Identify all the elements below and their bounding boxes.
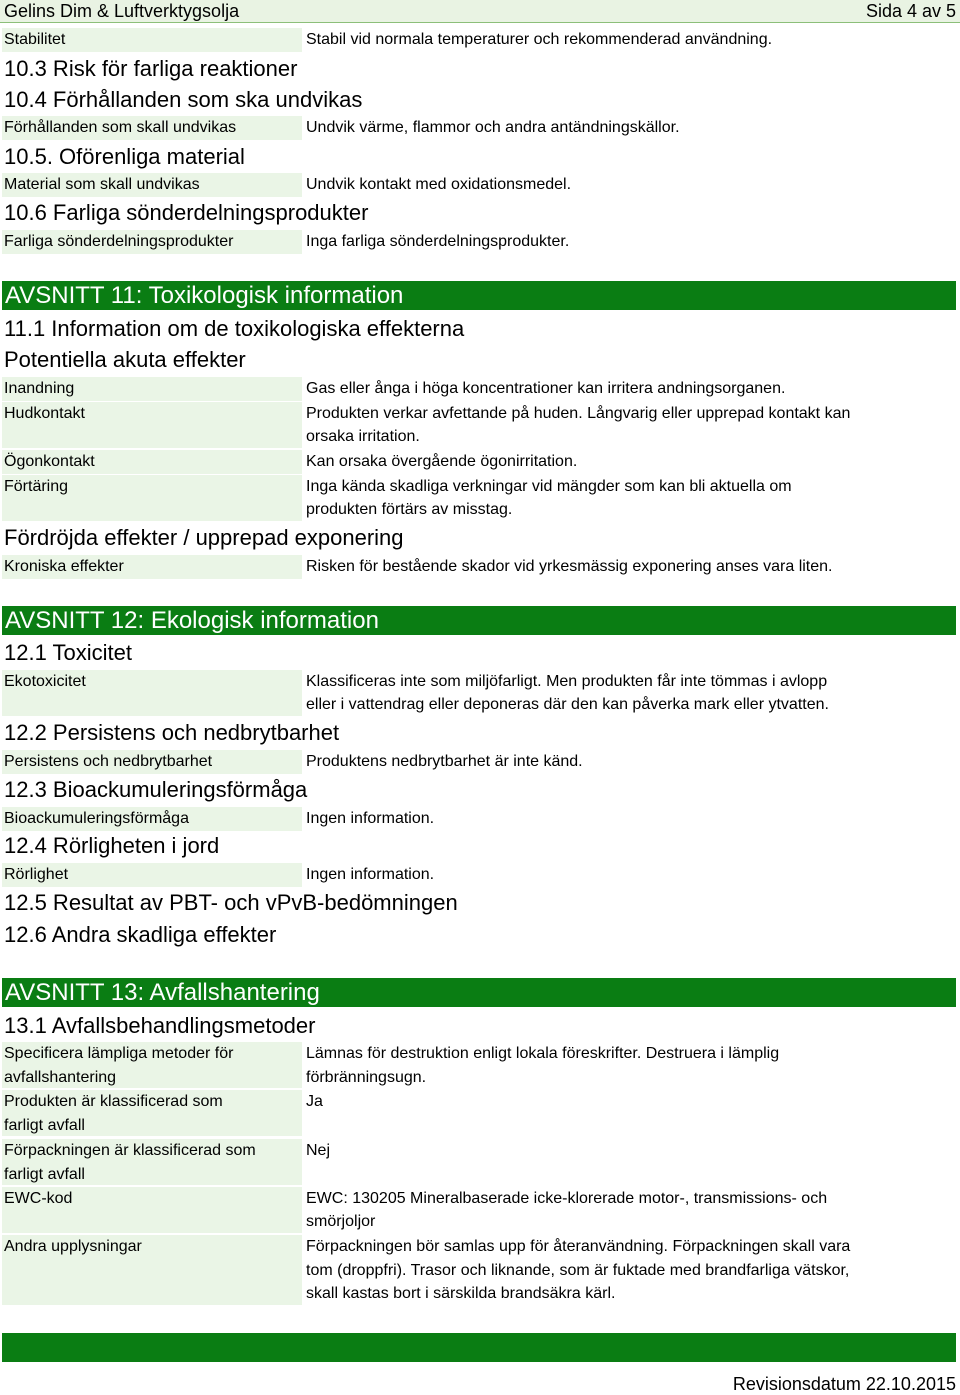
materials-value: Undvik kontakt med oxidationsmedel. — [306, 176, 572, 193]
materials-label: Material som skall undvikas — [2, 173, 302, 197]
ecotoxicity-label: Ekotoxicitet — [2, 670, 302, 716]
eye-contact-value: Kan orsaka övergående ögonirritation. — [306, 453, 578, 470]
chronic-effects-value: Risken för bestående skador vid yrkesmässig exponering anses vara liten. — [306, 558, 833, 575]
packaging-hazardous-label-1: Förpackningen är klassificerad som — [4, 1142, 256, 1159]
heading-12-2: 12.2 Persistens och nedbrytbarhet — [4, 720, 340, 745]
disposal-method-label-2: avfallshantering — [4, 1069, 117, 1086]
heading-12-3: 12.3 Bioackumuleringsförmåga — [4, 777, 308, 802]
product-hazardous-label-1: Produkten är klassificerad som — [4, 1093, 223, 1110]
decomposition-label: Farliga sönderdelningsprodukter — [2, 230, 302, 254]
ecotoxicity-value-1: Klassificeras inte som miljöfarligt. Men produkten får inte tömmas i avlopp — [306, 673, 828, 690]
other-info-value-1: Förpackningen bör samlas upp för återanvändning. Förpackningen skall vara — [306, 1238, 851, 1255]
packaging-hazardous-label-2: farligt avfall — [4, 1166, 85, 1183]
disposal-method-label — [2, 1042, 302, 1088]
chronic-effects-label: Kroniska effekter — [2, 555, 302, 579]
product-hazardous-label-2: farligt avfall — [4, 1117, 85, 1134]
section-13-title: AVSNITT 13: Avfallshantering — [2, 978, 956, 1007]
ingestion-value-2: produkten förtärs av misstag. — [306, 501, 513, 518]
heading-13-1: 13.1 Avfallsbehandlingsmetoder — [4, 1013, 316, 1038]
decomposition-value: Inga farliga sönderdelningsprodukter. — [306, 233, 570, 250]
heading-10-3: 10.3 Risk för farliga reaktioner — [4, 56, 298, 81]
ingestion-label: Förtäring — [2, 475, 302, 521]
skin-contact-label: Hudkontakt — [2, 402, 302, 448]
mobility-value: Ingen information. — [306, 866, 435, 883]
ewc-code-value-1: EWC: 130205 Mineralbaserade icke-klorerade motor-, transmissions- och — [306, 1190, 828, 1207]
product-hazardous-value: Ja — [306, 1093, 323, 1110]
page-header — [0, 0, 960, 23]
packaging-hazardous-value: Nej — [306, 1142, 331, 1159]
skin-contact-value-1: Produkten verkar avfettande på huden. Långvarig eller upprepad kontakt kan — [306, 405, 851, 422]
inhalation-label: Inandning — [2, 377, 302, 401]
skin-contact-value-2: orsaka irritation. — [306, 428, 420, 445]
heading-10-5: 10.5. Oförenliga material — [4, 144, 245, 169]
page-number: Sida 4 av 5 — [865, 1, 956, 21]
section-11-title: AVSNITT 11: Toxikologisk information — [2, 281, 956, 310]
disposal-method-value-2: förbränningsugn. — [306, 1069, 427, 1086]
eye-contact-label: Ögonkontakt — [2, 450, 302, 474]
packaging-hazardous-label — [2, 1139, 302, 1185]
heading-12-4: 12.4 Rörligheten i jord — [4, 833, 220, 858]
heading-10-4: 10.4 Förhållanden som ska undvikas — [4, 87, 363, 112]
disposal-method-label-1: Specificera lämpliga metoder för — [4, 1045, 234, 1062]
heading-12-6: 12.6 Andra skadliga effekter — [4, 922, 277, 947]
other-info-value-3: skall kastas bort i särskilda brandsäkra kärl. — [306, 1285, 616, 1302]
conditions-value: Undvik värme, flammor och andra antändningskällor. — [306, 119, 680, 136]
persistence-value: Produktens nedbrytbarhet är inte känd. — [306, 753, 583, 770]
other-info-value-2: tom (droppfri). Trasor och liknande, som är fuktade med brandfarliga vätskor, — [306, 1262, 850, 1279]
heading-12-1: 12.1 Toxicitet — [4, 640, 133, 665]
stability-label: Stabilitet — [2, 28, 302, 52]
footer-bar — [2, 1333, 956, 1362]
heading-acute-effects: Potentiella akuta effekter — [4, 347, 246, 372]
other-info-label: Andra upplysningar — [2, 1235, 302, 1305]
persistence-label: Persistens och nedbrytbarhet — [2, 750, 302, 774]
heading-12-5: 12.5 Resultat av PBT- och vPvB-bedömningen — [4, 890, 458, 915]
stability-value: Stabil vid normala temperaturer och rekommenderad användning. — [306, 31, 773, 48]
ecotoxicity-value-2: eller i vattendrag eller deponeras där den kan påverka mark eller ytvatten. — [306, 696, 829, 713]
product-hazardous-label — [2, 1090, 302, 1136]
heading-11-1: 11.1 Information om de toxikologiska effekterna — [4, 316, 465, 341]
ewc-code-label: EWC-kod — [2, 1187, 302, 1233]
inhalation-value: Gas eller ånga i höga koncentrationer kan irritera andningsorganen. — [306, 380, 786, 397]
revision-date: Revisionsdatum 22.10.2015 — [732, 1374, 956, 1394]
company-name: Gelins Dim & Luftverktygsolja — [4, 1, 240, 21]
bioaccumulation-label: Bioackumuleringsförmåga — [2, 807, 302, 831]
ingestion-value-1: Inga kända skadliga verkningar vid mängder som kan bli aktuella om — [306, 478, 792, 495]
heading-10-6: 10.6 Farliga sönderdelningsprodukter — [4, 200, 369, 225]
ewc-code-value-2: smörjoljor — [306, 1213, 376, 1230]
conditions-label: Förhållanden som skall undvikas — [2, 116, 302, 140]
disposal-method-value-1: Lämnas för destruktion enligt lokala föreskrifter. Destruera i lämplig — [306, 1045, 780, 1062]
mobility-label: Rörlighet — [2, 863, 302, 887]
heading-delayed-effects: Fördröjda effekter / upprepad exponering — [4, 525, 404, 550]
section-12-title: AVSNITT 12: Ekologisk information — [2, 606, 956, 635]
bioaccumulation-value: Ingen information. — [306, 810, 435, 827]
